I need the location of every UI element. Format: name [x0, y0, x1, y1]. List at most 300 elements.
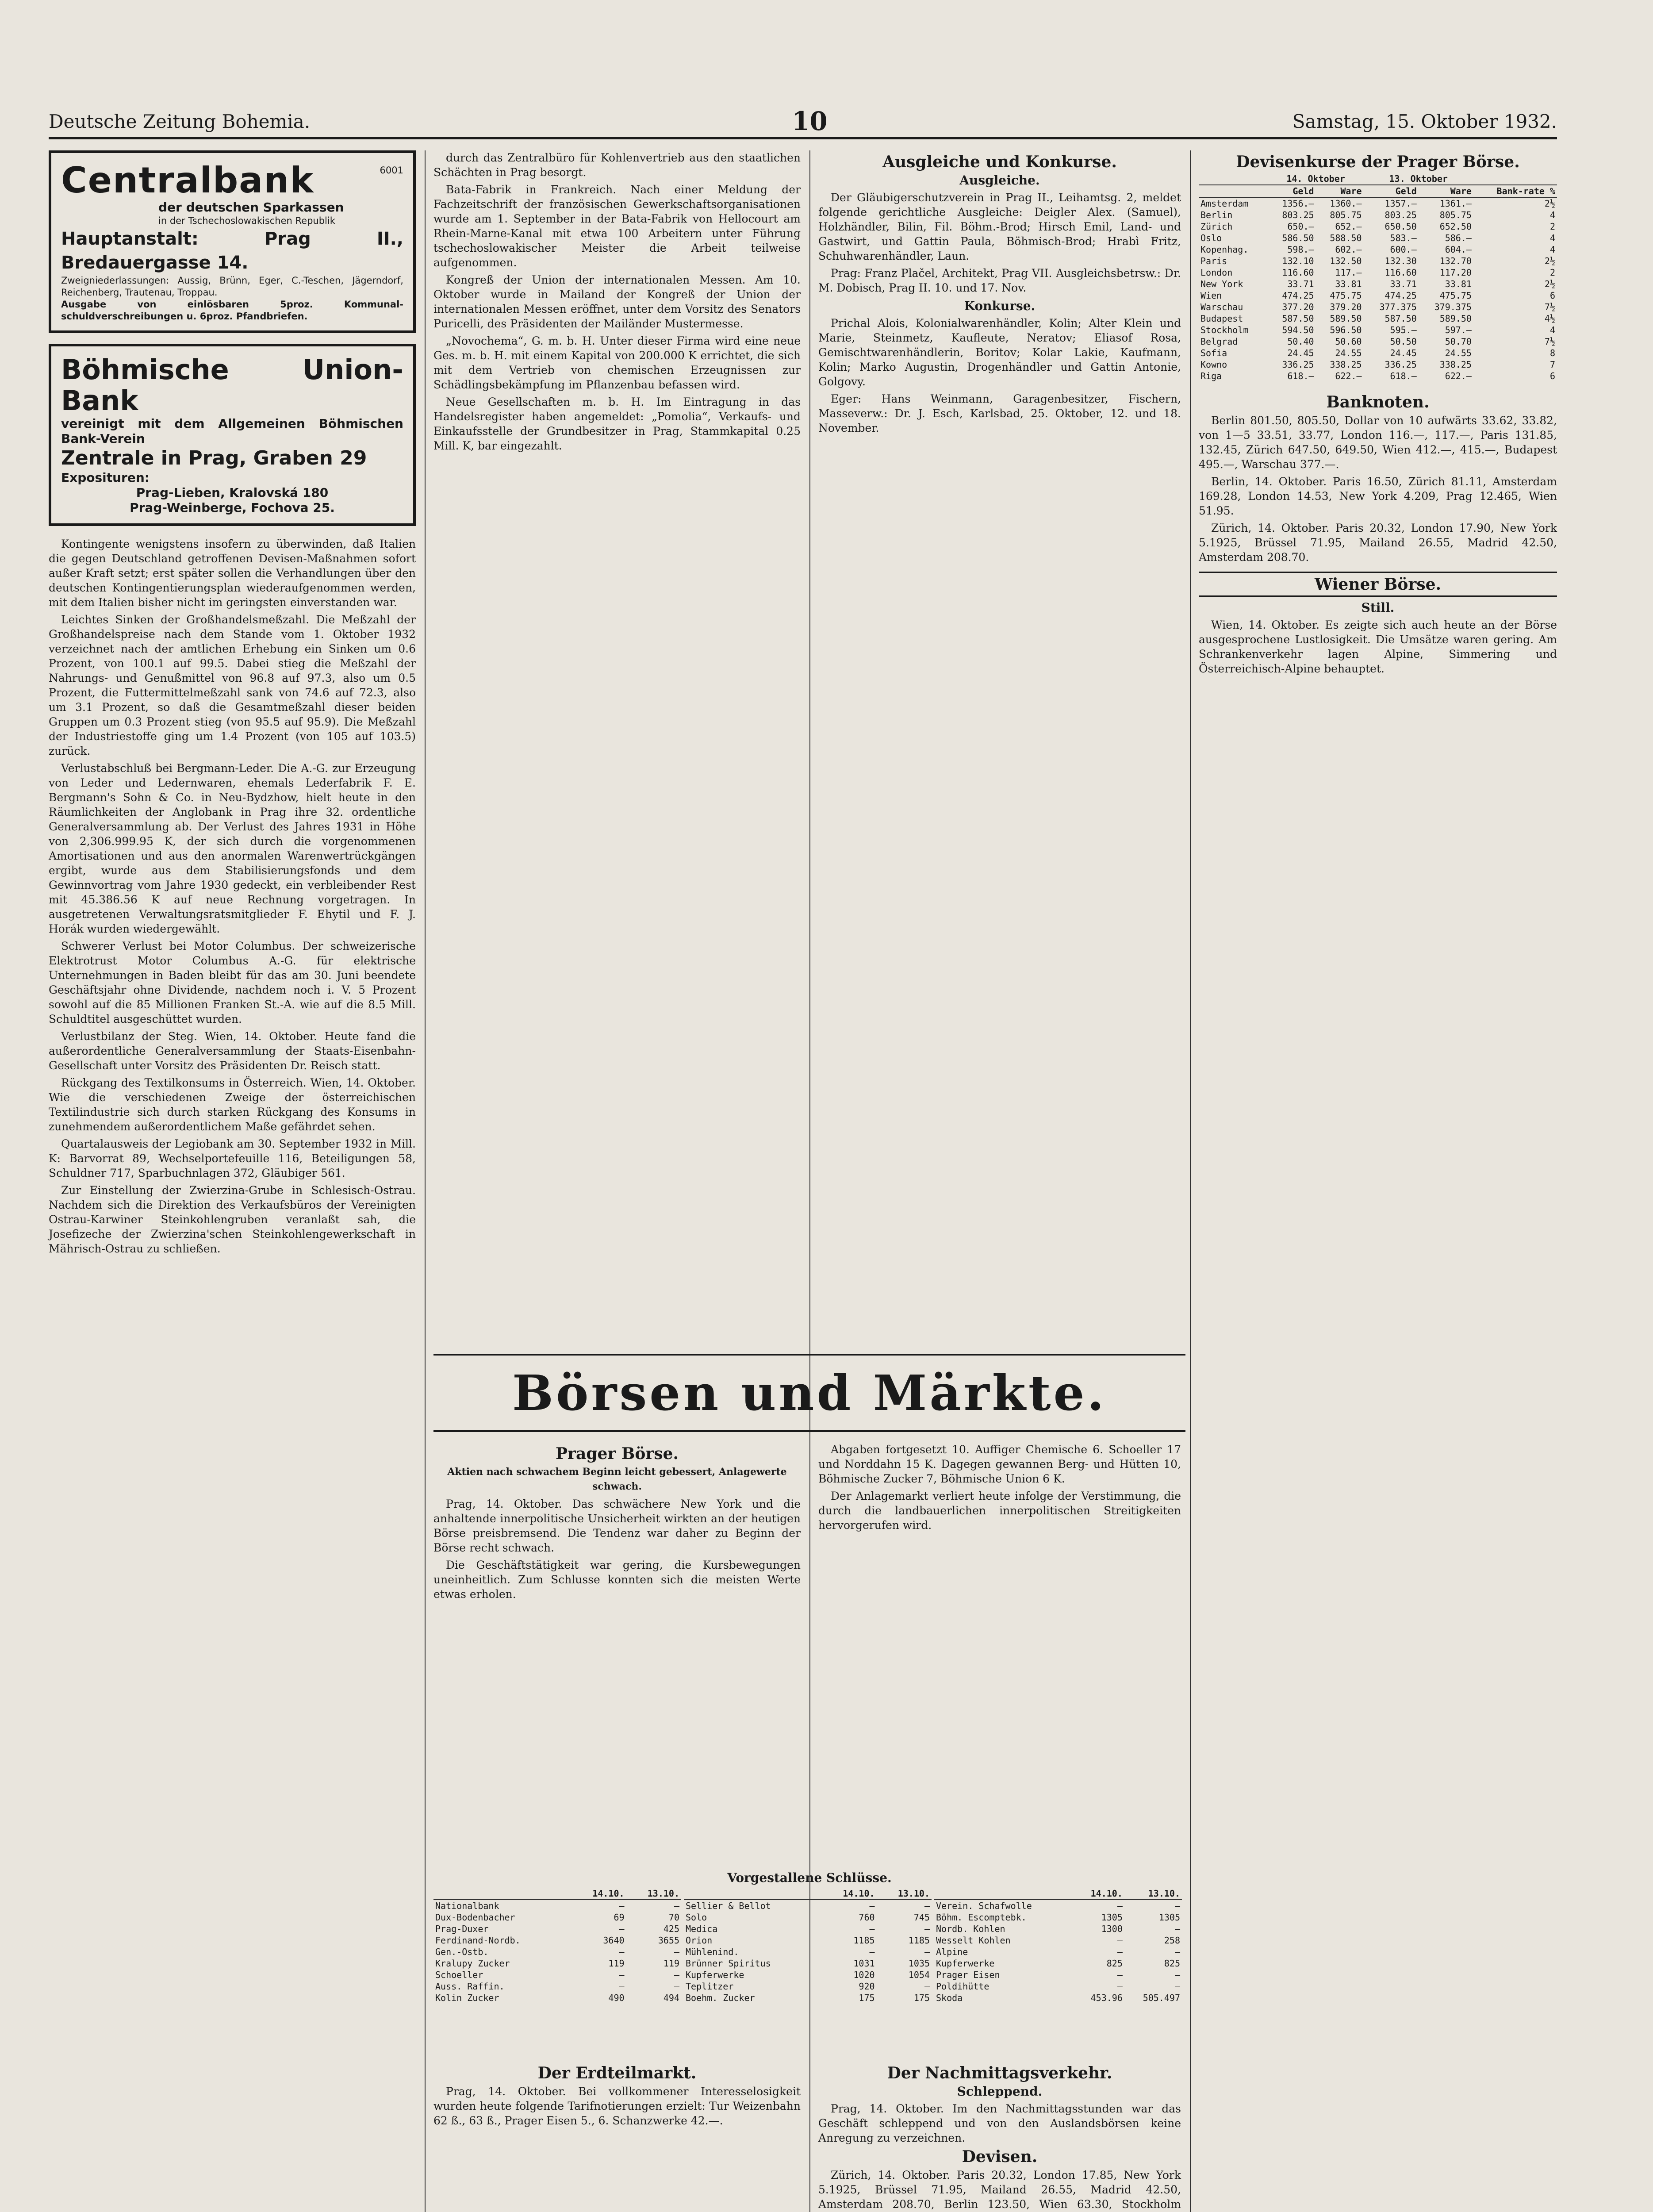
column-4	[1199, 150, 1557, 679]
article-paragraph: Bata-Fabrik in Frankreich. Nach einer Meldung der Fachzeitschrift der französischen Gewerkschaftsorganisationen wurde am 1. September in der Bata-Fabrik von Hellocourt am Rhein-Marne-Kanal mit etwa 100 Arbeitern unter Führung tschechoslowakischer Meister die Arbeit teilweise aufgenommen.	[433, 183, 801, 269]
table-row	[684, 1946, 932, 1958]
table-row	[934, 1958, 1182, 1969]
ad-title: Böhmische Union-Bank	[61, 353, 403, 417]
article-paragraph: Zur Einstellung der Zwierzina-Grube in Schlesisch-Ostrau. Nachdem sich die Direktion des Verkaufsbüros der Vereinigten Ostrau-Karwiner Steinkohlengruben veranlaßt sah, die Josefizeche der Zwierzina'schen Steinkohlengewerkschaft in Mährisch-Ostrau zu schließen.	[49, 1184, 416, 1255]
table-row	[1199, 255, 1557, 267]
stock-table	[433, 1888, 681, 2004]
table-cell: 622.—	[1445, 371, 1472, 381]
section-heading: Wiener Börse.	[1314, 575, 1442, 594]
table-row	[934, 1992, 1182, 2004]
table-cell: 33.71	[1287, 279, 1314, 289]
table-cell: 116.60	[1385, 267, 1417, 278]
table-cell: 338.25	[1439, 359, 1472, 370]
sub-heading: Ausgleiche.	[959, 173, 1040, 188]
table-header: 13.10.	[1124, 1888, 1182, 1900]
column-2	[433, 150, 801, 456]
table-cell: 50.60	[1335, 336, 1362, 347]
table-cell: 336.25	[1385, 359, 1417, 370]
table-cell: —	[1174, 1924, 1180, 1934]
table-row	[433, 1900, 681, 1912]
table-cell: 595.—	[1390, 325, 1417, 335]
table-cell: 803.25	[1385, 210, 1417, 220]
table-row	[934, 1981, 1182, 1992]
table-cell: —	[1117, 1935, 1123, 1946]
table-cell: Böhm. Escomptebk.	[936, 1912, 1027, 1923]
table-cell: Alpine	[936, 1947, 968, 1957]
table-row	[684, 1923, 932, 1935]
table-cell: 117.20	[1439, 267, 1472, 278]
article-paragraph: Kongreß der Union der internationalen Messen. Am 10. Oktober wurde in Mailand der Kongreß der Union der internationalen Messen eröffnet, unter dem Vorsitz des Senators Puricelli, des Präsidenten der Mailänder Mustermesse.	[433, 273, 801, 330]
table-cell: 618.—	[1390, 371, 1417, 381]
table-cell: —	[869, 1901, 875, 1911]
table-cell: 377.20	[1282, 302, 1314, 312]
table-cell: Warschau	[1200, 302, 1243, 312]
table-cell: 602.—	[1335, 244, 1362, 255]
table-cell: Auss. Raffin.	[435, 1981, 505, 1992]
stock-table	[684, 1888, 932, 2004]
table-header: 13.10.	[877, 1888, 932, 1900]
ad-exp: Prag-Weinberge, Fochova 25.	[130, 500, 335, 515]
table-cell: —	[1174, 1970, 1180, 1980]
article-paragraph: Prag, 14. Oktober. Bei vollkommener Interesselosigkeit wurden heute folgende Tarifnotierungen erzielt: Tur Weizenbahn 62 ß., 63 ß., Prager Eisen 5., 6. Schanzwerke 42.—.	[433, 2085, 801, 2127]
table-row	[1199, 347, 1557, 359]
table-header: Geld	[1364, 185, 1419, 197]
article-paragraph: Zürich, 14. Oktober. Paris 20.32, London 17.90, New York 5.1925, Brüssel 71.95, Mailand 26.55, Madrid 42.50, Amsterdam 208.70.	[1199, 522, 1557, 564]
table-cell: —	[674, 1901, 679, 1911]
table-cell: Kowno	[1200, 359, 1227, 370]
table-row	[433, 1935, 681, 1946]
table-cell: 24.55	[1335, 348, 1362, 358]
table-row	[684, 1981, 932, 1992]
table-cell: Belgrad	[1200, 336, 1238, 347]
article-paragraph: Berlin 801.50, 805.50, Dollar von 10 aufwärts 33.62, 33.82, von 1—5 33.51, 33.77, London 116.—, 117.—, Paris 131.85, 132.45, Zürich 647.50, 649.50, Wien 412.—, 415.—, Budapest 495.—, Warschau 377.—.	[1199, 414, 1557, 471]
table-cell: 803.25	[1282, 210, 1314, 220]
table-cell: 2½	[1544, 256, 1555, 266]
table-cell: 70	[668, 1912, 679, 1923]
section-banner	[1199, 572, 1557, 597]
ad-main: Hauptanstalt: Prag II., Bredauergasse 14.	[61, 229, 403, 273]
stock-group	[433, 1888, 681, 2004]
ad-main: Zentrale in Prag, Graben 29	[61, 447, 367, 469]
table-cell: —	[1174, 1901, 1180, 1911]
table-cell: 4	[1549, 233, 1555, 243]
table-cell: 490	[608, 1993, 625, 2003]
table-cell: 6	[1549, 371, 1555, 381]
table-cell: 1185	[853, 1935, 875, 1946]
table-header	[433, 1888, 571, 1900]
table-cell: 1031	[853, 1958, 875, 1969]
table-header	[1199, 173, 1268, 185]
stock-group	[934, 1888, 1182, 2004]
article-paragraph: Prag: Franz Plačel, Architekt, Prag VII. Ausgleichsbetrsw.: Dr. M. Dobisch, Prag II. 10. und 17. Nov.	[818, 267, 1181, 294]
table-row	[433, 1923, 681, 1935]
section-heading: Ausgleiche und Konkurse.	[882, 153, 1117, 171]
table-cell: Nordb. Kohlen	[936, 1924, 1005, 1934]
article-paragraph: Leichtes Sinken der Großhandelsmeßzahl. Die Meßzahl der Großhandelspreise nach dem Stande vom 1. Oktober 1932 verzeichnet nach der amtlichen Erhebung ein Sinken um 0.6 Prozent, von 100.1 auf 99.5. Dabei stieg die Meßzahl der Nahrungs- und Genußmittel von 96.8 auf 97.3, also um 0.5 Prozent, die Futtermittelmeßzahl sank von 74.6 auf 72.3, also um 3.1 Prozent, so daß die Gesamtmeßzahl dieser beiden Gruppen um 0.3 Prozent stieg (von 95.5 auf 95.9). Die Meßzahl der Industriestoffe ging um 1.4 Prozent (von 105 auf 103.5) zurück.	[49, 613, 416, 757]
table-cell: Brünner Spiritus	[686, 1958, 771, 1969]
table-header: 13.10.	[626, 1888, 681, 1900]
table-cell: 425	[663, 1924, 679, 1934]
ad-issue: Ausgabe von einlösbaren 5proz. Kommunal-schuldverschreibungen u. 6proz. Pfandbriefen.	[61, 299, 403, 322]
article-paragraph: Zürich, 14. Oktober. Paris 20.32, London 17.85, New York 5.1925, Brüssel 71.95, Mailand 26.55, Madrid 42.50, Amsterdam 208.70, Berlin 123.50, Wien 63.30, Stockholm	[818, 2169, 1181, 2211]
table-cell: 604.—	[1445, 244, 1472, 255]
table-cell: 7	[1549, 359, 1555, 370]
table-cell: 33.81	[1335, 279, 1362, 289]
newspaper-name: Deutsche Zeitung Bohemia.	[49, 111, 311, 132]
section-title-boersen: Börsen und Märkte.	[433, 1354, 1185, 1432]
article-paragraph: Der Gläubigerschutzverein in Prag II., Leihamtsg. 2, meldet folgende gerichtliche Ausgleiche: Deigler Alex. (Samuel), Holzhändler, Bilin, Fil. Böhm.-Brod; Hirsch Emil, Land- und Gastwirt, und Gattin Paula, Böhmisch-Brod; Hrabì Fritz, Schuhwarenhändler, Laun.	[818, 191, 1181, 262]
table-cell: 7½	[1544, 336, 1555, 347]
table-cell: Berlin	[1200, 210, 1233, 220]
table-row	[1199, 336, 1557, 347]
column-3	[818, 150, 1181, 438]
table-cell: Budapest	[1200, 313, 1243, 324]
table-cell: Schoeller	[435, 1970, 483, 1980]
table-cell: 1357.—	[1385, 198, 1417, 209]
ad-branches: Zweigniederlassungen: Aussig, Brünn, Eger, C.-Teschen, Jägerndorf, Reichenberg, Trautenau, Troppau.	[61, 275, 403, 298]
table-cell: 805.75	[1330, 210, 1362, 220]
issue-date: Samstag, 15. Oktober 1932.	[1292, 111, 1557, 132]
stock-group	[684, 1888, 932, 2004]
table-cell: 379.375	[1434, 302, 1472, 312]
article-paragraph: Rückgang des Textilkonsums in Österreich. Wien, 14. Oktober. Wie die verschiedenen Zweige der österreichischen Textilindustrie sich durch starken Rückgang des Konsums in zunehmendem außerordentlichem Maße gefährdet sehen.	[49, 1076, 416, 1133]
table-row	[433, 1958, 681, 1969]
table-cell: 597.—	[1445, 325, 1472, 335]
table-header	[1473, 173, 1557, 185]
table-row	[1199, 370, 1557, 382]
table-cell: —	[619, 1947, 625, 1957]
table-cell: 4	[1549, 210, 1555, 220]
table-cell: Orion	[686, 1935, 713, 1946]
table-cell: 622.—	[1335, 371, 1362, 381]
table-cell: 132.30	[1385, 256, 1417, 266]
table-cell: 1361.—	[1439, 198, 1472, 209]
table-header: 14.10.	[821, 1888, 876, 1900]
table-cell: 586.50	[1282, 233, 1314, 243]
article-paragraph: durch das Zentralbüro für Kohlenvertrieb aus den staatlichen Schächten in Prag besorgt.	[433, 151, 801, 179]
article-paragraph: Prag, 14. Oktober. Im den Nachmittagsstunden war das Geschäft schleppend und von den Auslandsbörsen keine Anregung zu verzeichnen.	[818, 2102, 1181, 2144]
table-cell: 1356.—	[1282, 198, 1314, 209]
ad-line: in der Tschechoslowakischen Republik	[158, 215, 335, 226]
table-cell: 589.50	[1439, 313, 1472, 324]
table-cell: —	[619, 1924, 625, 1934]
table-row	[433, 1946, 681, 1958]
table-cell: 132.50	[1330, 256, 1362, 266]
table-cell: 119	[663, 1958, 679, 1969]
table-cell: 650.50	[1385, 221, 1417, 232]
table-header	[934, 1888, 1074, 1900]
table-cell: 1035	[908, 1958, 930, 1969]
ad-exp: Prag-Lieben, Kralovská 180	[136, 485, 329, 500]
column-2-lower	[433, 1442, 801, 1604]
section-heading: Der Erdteilmarkt.	[537, 2064, 697, 2082]
ad-unionbank	[49, 344, 416, 526]
table-cell: 586.—	[1445, 233, 1472, 243]
table-row	[1199, 313, 1557, 324]
table-row	[934, 1946, 1182, 1958]
table-cell: 1020	[853, 1970, 875, 1980]
table-cell: Prager Eisen	[936, 1970, 1000, 1980]
table-cell: Stockholm	[1200, 325, 1249, 335]
sub-heading: Vorgestallene Schlüsse.	[727, 1870, 892, 1885]
table-cell: Riga	[1200, 371, 1222, 381]
table-header: Ware	[1316, 185, 1364, 197]
table-cell: —	[674, 1970, 679, 1980]
table-cell: Dux-Bodenbacher	[435, 1912, 515, 1923]
table-row	[934, 1935, 1182, 1946]
table-cell: 69	[614, 1912, 625, 1923]
column-rule	[1190, 150, 1191, 2212]
table-cell: 650.—	[1287, 221, 1314, 232]
table-header: Ware	[1419, 185, 1473, 197]
sub-heading: Konkurse.	[964, 299, 1036, 313]
table-cell: 8	[1549, 348, 1555, 358]
table-cell: 258	[1164, 1935, 1180, 1946]
article-paragraph: Wien, 14. Oktober. Es zeigte sich auch heute an der Börse ausgesprochene Lustlosigkeit. Die Umsätze waren gering. Am Schrankenverkehr lagen Alpine, Simmering und Österreichisch-Alpine behauptet.	[1199, 618, 1557, 675]
table-cell: Oslo	[1200, 233, 1222, 243]
table-cell: 1305	[1101, 1912, 1123, 1923]
table-cell: Kupferwerke	[686, 1970, 744, 1980]
table-cell: 119	[608, 1958, 625, 1969]
ad-sub: vereinigt mit dem Allgemeinen Böhmischen Bank-Verein	[61, 416, 403, 446]
table-cell: Kopenhag.	[1200, 244, 1249, 255]
table-cell: 453.96	[1090, 1993, 1123, 2003]
article-paragraph: Schwerer Verlust bei Motor Columbus. Der schweizerische Elektrotrust Motor Columbus A.-G. für elektrische Unternehmungen in Baden bleibt für das am 30. Juni beendete Geschäftsjahr ohne Dividende, nachdem noch i. V. 5 Prozent sowohl auf die 85 Millionen Franken St.-A. wie auf die 8.5 Mill. Schuldtitel ausgeschüttet wurden.	[49, 940, 416, 1025]
table-cell: 745	[913, 1912, 930, 1923]
table-cell: Nationalbank	[435, 1901, 499, 1911]
section-heading: Der Nachmittagsverkehr.	[887, 2064, 1112, 2082]
ad-centralbank	[49, 150, 416, 333]
table-cell: —	[924, 1947, 930, 1957]
table-cell: 336.25	[1282, 359, 1314, 370]
table-cell: —	[869, 1924, 875, 1934]
table-cell: 33.81	[1445, 279, 1472, 289]
article-paragraph: Abgaben fortgesetzt 10. Auffiger Chemische 6. Schoeller 17 und Norddahn 15 K. Dagegen gewannen Berg- und Hütten 10, Böhmische Zucker 7, Böhmische Union 6 K.	[818, 1443, 1181, 1485]
table-cell: Kupferwerke	[936, 1958, 995, 1969]
table-cell: 3640	[603, 1935, 625, 1946]
section-heading: Devisen.	[962, 2147, 1038, 2166]
table-cell: 6	[1549, 290, 1555, 301]
table-cell: 475.75	[1330, 290, 1362, 301]
table-cell: —	[619, 1901, 625, 1911]
table-cell: Skoda	[936, 1993, 963, 2003]
table-cell: —	[1174, 1947, 1180, 1957]
article-paragraph: Eger: Hans Weinmann, Garagenbesitzer, Fischern, Masseverw.: Dr. J. Esch, Karlsbad, 25. Oktober, 12. und 18. November.	[818, 392, 1181, 434]
table-cell: 24.45	[1390, 348, 1417, 358]
table-cell: 175	[913, 1993, 930, 2003]
table-cell: Solo	[686, 1912, 707, 1923]
table-cell: 1300	[1101, 1924, 1123, 1934]
table-cell: 760	[859, 1912, 875, 1923]
table-cell: 596.50	[1330, 325, 1362, 335]
table-cell: 50.70	[1445, 336, 1472, 347]
column-rule	[425, 150, 426, 2212]
table-cell: 1185	[908, 1935, 930, 1946]
table-cell: 379.20	[1330, 302, 1362, 312]
article-paragraph: Verlustbilanz der Steg. Wien, 14. Oktober. Heute fand die außerordentliche Generalversammlung der Staats-Eisenbahn-Gesellschaft unter Vorsitz des Präsidenten Dr. Reisch statt.	[49, 1030, 416, 1072]
article-paragraph: Der Anlagemarkt verliert heute infolge der Verstimmung, die durch die landbauerlichen innerpolitischen Streitigkeiten hervorgerufen wird.	[818, 1490, 1181, 1532]
section-heading: Prager Börse.	[555, 1444, 679, 1463]
table-header: 14. Oktober	[1268, 173, 1364, 185]
table-row	[934, 1912, 1182, 1923]
table-row	[684, 1935, 932, 1946]
table-header	[1199, 185, 1268, 197]
table-cell: 338.25	[1330, 359, 1362, 370]
stock-table	[934, 1888, 1182, 2004]
table-cell: Wien	[1200, 290, 1222, 301]
article-paragraph: „Novochema“, G. m. b. H. Unter dieser Firma wird eine neue Ges. m. b. H. mit einem Kapital von 200.000 K errichtet, die sich mit dem Vertrieb von chemischen Erzeugnissen zur Schädlingsbekämpfung im Pflanzenbau befassen wird.	[433, 334, 801, 391]
table-cell: 825	[1106, 1958, 1123, 1969]
table-cell: 4	[1549, 244, 1555, 255]
ad-line: der deutschen Sparkassen	[158, 200, 344, 215]
table-cell: Sofia	[1200, 348, 1227, 358]
table-header: 13. Oktober	[1364, 173, 1473, 185]
table-row	[1199, 278, 1557, 290]
table-cell: 377.375	[1379, 302, 1417, 312]
table-row	[684, 1912, 932, 1923]
table-header: Bank-rate %	[1473, 185, 1557, 197]
table-cell: Teplitzer	[686, 1981, 734, 1992]
sub-heading: Schleppend.	[957, 2084, 1043, 2099]
table-row	[1199, 244, 1557, 255]
table-cell: 474.25	[1282, 290, 1314, 301]
table-cell: Sellier & Bellot	[686, 1901, 771, 1911]
table-cell: 600.—	[1390, 244, 1417, 255]
sub-heading: Aktien nach schwachem Beginn leicht gebessert, Anlagewerte schwach.	[447, 1466, 787, 1492]
table-cell: 588.50	[1330, 233, 1362, 243]
table-cell: 587.50	[1282, 313, 1314, 324]
table-header	[684, 1888, 821, 1900]
table-cell: Ferdinand-Nordb.	[435, 1935, 521, 1946]
table-cell: Wesselt Kohlen	[936, 1935, 1011, 1946]
table-cell: 505.497	[1143, 1993, 1180, 2003]
table-cell: Zürich	[1200, 221, 1233, 232]
table-cell: 652.50	[1439, 221, 1472, 232]
table-row	[934, 1923, 1182, 1935]
table-cell: 1360.—	[1330, 198, 1362, 209]
table-row	[1199, 197, 1557, 209]
table-row	[433, 1912, 681, 1923]
column-2-bottom	[433, 2062, 801, 2131]
table-row	[1199, 267, 1557, 278]
table-row	[684, 1900, 932, 1912]
table-cell: 805.75	[1439, 210, 1472, 220]
ad-code: 6001	[380, 165, 403, 176]
table-cell: 116.60	[1282, 267, 1314, 278]
table-cell: 475.75	[1439, 290, 1472, 301]
table-row	[1199, 359, 1557, 370]
table-row	[934, 1969, 1182, 1981]
table-row	[1199, 301, 1557, 313]
table-cell: Medica	[686, 1924, 718, 1934]
table-cell: —	[924, 1924, 930, 1934]
stock-closing-table	[433, 1867, 1185, 2004]
table-cell: —	[619, 1981, 625, 1992]
table-cell: Boehm. Zucker	[686, 1993, 755, 2003]
section-heading: Devisenkurse der Prager Börse.	[1236, 153, 1520, 171]
table-row	[1199, 232, 1557, 244]
ad-title: Centralbank	[61, 160, 314, 201]
table-row	[934, 1900, 1182, 1912]
table-cell: —	[1174, 1981, 1180, 1992]
table-row	[1199, 324, 1557, 336]
table-cell: —	[869, 1947, 875, 1957]
article-paragraph: Prag, 14. Oktober. Das schwächere New York und die anhaltende innerpolitische Unsicherheit wirkten an der heutigen Börse preisbremsend. Die Tendenz war daher zu Beginn der Börse recht schwach.	[433, 1498, 801, 1554]
table-row	[433, 1981, 681, 1992]
table-cell: 618.—	[1287, 371, 1314, 381]
table-row	[1199, 209, 1557, 221]
table-cell: Gen.-Ostb.	[435, 1947, 489, 1957]
table-cell: 24.45	[1287, 348, 1314, 358]
table-cell: —	[1117, 1970, 1123, 1980]
table-cell: 2	[1549, 267, 1555, 278]
newspaper-page	[49, 106, 1557, 2212]
table-cell: Amsterdam	[1200, 198, 1249, 209]
article-paragraph: Berlin, 14. Oktober. Paris 16.50, Zürich 81.11, Amsterdam 169.28, London 14.53, New York 4.209, Prag 12.465, Wien 51.95.	[1199, 475, 1557, 517]
table-cell: 33.71	[1390, 279, 1417, 289]
article-paragraph: Prichal Alois, Kolonialwarenhändler, Kolin; Alter Klein und Marie, Steinmetz, Kaufleute, Neratov; Eliasof Rosa, Gemischtwarenhändlerin, Boritov; Kolar Lakie, Kaufmann, Kolin; Marko Augustin, Drogenhändler und Gattin Antonie, Golgovy.	[818, 317, 1181, 388]
table-row	[433, 1992, 681, 2004]
table-cell: New York	[1200, 279, 1243, 289]
page-number: 10	[792, 106, 828, 136]
devisen-table	[1199, 173, 1557, 382]
article-paragraph: Verlustabschluß bei Bergmann-Leder. Die A.-G. zur Erzeugung von Leder und Ledernwaren, ehemals Lederfabrik F. E. Bergmann's Sohn & Co. in Neu-Bydzhow, hielt heute in den Räumlichkeiten der Anglobank in Prag ihre 32. ordentliche Generalversammlung ab. Der Verlust des Jahres 1931 in Höhe von 2,306.999.95 K, der sich durch die vorgenommenen Amortisationen und aus den anormalen Warenwertrückgängen ergibt, wurde aus dem Stabilisierungsfonds und dem Gewinnvortrag vom Jahre 1930 gedeckt, ein verbleibender Rest mit 45.386.56 K auf neue Rechnung vorgetragen. In ausgetretenen Verwaltungsratsmitglieder F. Ehytil und F. J. Horák wurden wiedergewählt.	[49, 762, 416, 935]
table-cell: 7½	[1544, 302, 1555, 312]
table-cell: 825	[1164, 1958, 1180, 1969]
table-cell: 594.50	[1282, 325, 1314, 335]
table-cell: 4½	[1544, 313, 1555, 324]
table-cell: —	[674, 1981, 679, 1992]
sub-heading: Still.	[1361, 600, 1395, 615]
table-cell: 652.—	[1335, 221, 1362, 232]
table-cell: 2½	[1544, 198, 1555, 209]
section-heading: Banknoten.	[1326, 393, 1430, 411]
table-cell: 4	[1549, 325, 1555, 335]
table-cell: 583.—	[1390, 233, 1417, 243]
table-cell: 50.40	[1287, 336, 1314, 347]
table-cell: 50.50	[1390, 336, 1417, 347]
table-cell: 589.50	[1330, 313, 1362, 324]
table-cell: Mühlenind.	[686, 1947, 739, 1957]
article-paragraph: Die Geschäftstätigkeit war gering, die Kursbewegungen uneinheitlich. Zum Schlusse konnten sich die meisten Werte etwas erholen.	[433, 1559, 801, 1601]
table-cell: 3655	[658, 1935, 679, 1946]
table-header: Geld	[1268, 185, 1316, 197]
table-cell: —	[1117, 1947, 1123, 1957]
table-row	[433, 1969, 681, 1981]
table-row	[1199, 290, 1557, 301]
column-1	[49, 150, 416, 1259]
table-cell: —	[924, 1981, 930, 1992]
table-cell: Kralupy Zucker	[435, 1958, 510, 1969]
column-3-lower	[818, 1442, 1181, 1535]
table-cell: 587.50	[1385, 313, 1417, 324]
table-cell: 474.25	[1385, 290, 1417, 301]
table-cell: 1054	[908, 1970, 930, 1980]
table-header: 14.10.	[571, 1888, 626, 1900]
article-paragraph: Neue Gesellschaften m. b. H. Im Eintragung in das Handelsregister haben angemeldet: „Pomolia“, Verkaufs- und Einkaufsstelle der Grundbesitzer in Prag, Stammkapital 0.25 Mill. K, bar eingezahlt.	[433, 396, 801, 452]
ad-label: Exposituren:	[61, 470, 150, 485]
table-header: 14.10.	[1074, 1888, 1124, 1900]
table-cell: —	[924, 1901, 930, 1911]
table-cell: 24.55	[1445, 348, 1472, 358]
table-cell: 2	[1549, 221, 1555, 232]
table-row	[1199, 221, 1557, 232]
table-cell: 598.—	[1287, 244, 1314, 255]
article-paragraph: Kontingente wenigstens insofern zu überwinden, daß Italien die gegen Deutschland getroffenen Devisen-Maßnahmen sofort außer Kraft setzt; erst später sollen die Verhandlungen über den deutschen Kontingentierungsplan wiederaufgenommen werden, mit dem Italien bisher nicht im geringsten einverstanden war.	[49, 538, 416, 609]
table-cell: 494	[663, 1993, 679, 2003]
table-row	[684, 1969, 932, 1981]
table-cell: —	[1117, 1981, 1123, 1992]
